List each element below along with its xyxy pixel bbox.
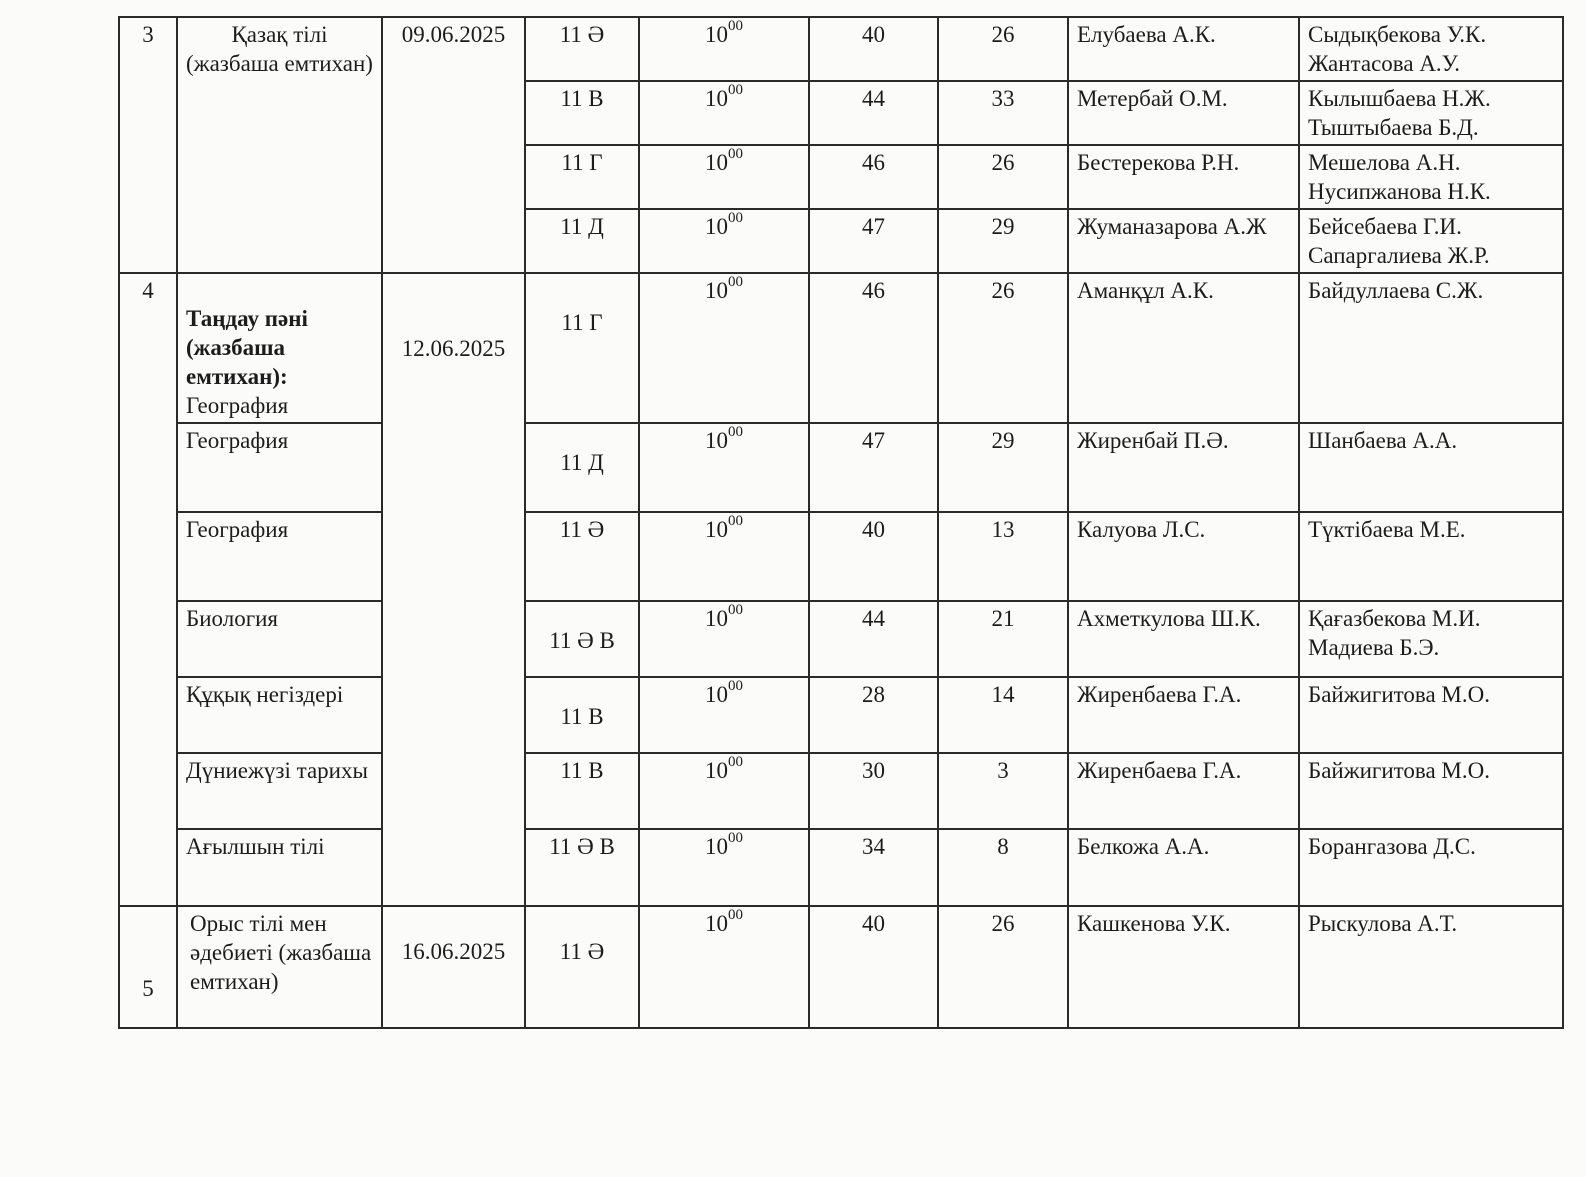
teacher-cell: Жиренбаева Г.А. bbox=[1068, 677, 1299, 753]
class-cell: 11 В bbox=[525, 753, 639, 829]
teacher-cell: Метербай О.М. bbox=[1068, 81, 1299, 145]
teacher-cell: Жиренбаева Г.А. bbox=[1068, 753, 1299, 829]
time-cell: $10^{00}$ bbox=[639, 81, 809, 145]
assistants-cell: Бейсебаева Г.И. Сапаргалиева Ж.Р. bbox=[1299, 209, 1563, 273]
class-cell: 11 Д bbox=[525, 423, 639, 512]
passed-count-cell: 14 bbox=[938, 677, 1068, 753]
assistants-cell: Байжигитова М.О. bbox=[1299, 677, 1563, 753]
subject-cell: Құқық негіздері bbox=[177, 677, 382, 753]
student-count-cell: 30 bbox=[809, 753, 938, 829]
table-row bbox=[119, 601, 1563, 677]
passed-count-cell: 26 bbox=[938, 906, 1068, 1028]
student-count-cell: 28 bbox=[809, 677, 938, 753]
class-cell: 11 Ә В bbox=[525, 601, 639, 677]
class-cell: 11 Ә В bbox=[525, 829, 639, 906]
subject-cell bbox=[177, 273, 382, 423]
teacher-cell: Калуова Л.С. bbox=[1068, 512, 1299, 601]
class-cell: 11 Ә bbox=[525, 512, 639, 601]
time-cell: $10^{00}$ bbox=[639, 829, 809, 906]
assistants-cell: Шанбаева А.А. bbox=[1299, 423, 1563, 512]
student-count-cell: 46 bbox=[809, 145, 938, 209]
passed-count-cell: 26 bbox=[938, 273, 1068, 423]
time-cell: $10^{00}$ bbox=[639, 209, 809, 273]
time-cell: $10^{00}$ bbox=[639, 906, 809, 1028]
assistants-cell: Байжигитова М.О. bbox=[1299, 753, 1563, 829]
student-count-cell: 47 bbox=[809, 209, 938, 273]
teacher-cell: Жуманазарова А.Ж bbox=[1068, 209, 1299, 273]
table-row bbox=[119, 906, 1563, 1028]
elective-heading: Таңдау пәні (жазбаша емтихан): bbox=[186, 306, 308, 389]
row-number: 5 bbox=[119, 906, 177, 1028]
subject-name: География bbox=[186, 393, 289, 418]
class-cell: 11 Г bbox=[525, 145, 639, 209]
table-row bbox=[119, 677, 1563, 753]
class-cell: 11 Г bbox=[525, 273, 639, 423]
passed-count-cell: 21 bbox=[938, 601, 1068, 677]
teacher-cell: Белкожа А.А. bbox=[1068, 829, 1299, 906]
table-row bbox=[119, 829, 1563, 906]
subject-cell: Дүниежүзі тарихы bbox=[177, 753, 382, 829]
time-cell: $10^{00}$ bbox=[639, 601, 809, 677]
student-count-cell: 34 bbox=[809, 829, 938, 906]
time-cell: $10^{00}$ bbox=[639, 423, 809, 512]
student-count-cell: 46 bbox=[809, 273, 938, 423]
row-number: 4 bbox=[119, 273, 177, 906]
time-cell: $10^{00}$ bbox=[639, 17, 809, 81]
time-cell: $10^{00}$ bbox=[639, 677, 809, 753]
teacher-cell: Бестерекова Р.Н. bbox=[1068, 145, 1299, 209]
date-cell: 12.06.2025 bbox=[382, 273, 525, 906]
time-cell: $10^{00}$ bbox=[639, 753, 809, 829]
assistants-cell: Кылышбаева Н.Ж. Тыштыбаева Б.Д. bbox=[1299, 81, 1563, 145]
student-count-cell: 40 bbox=[809, 17, 938, 81]
student-count-cell: 44 bbox=[809, 81, 938, 145]
class-cell: 11 Ә bbox=[525, 906, 639, 1028]
class-cell: 11 В bbox=[525, 677, 639, 753]
time-cell: $10^{00}$ bbox=[639, 273, 809, 423]
assistants-cell: Түктібаева М.Е. bbox=[1299, 512, 1563, 601]
assistants-cell: Сыдықбекова У.К. Жантасова А.У. bbox=[1299, 17, 1563, 81]
assistants-cell: Борангазова Д.С. bbox=[1299, 829, 1563, 906]
table-row bbox=[119, 512, 1563, 601]
table-row bbox=[119, 423, 1563, 512]
table-row bbox=[119, 753, 1563, 829]
exam-schedule-table bbox=[118, 16, 1564, 1029]
subject-cell: Ағылшын тілі bbox=[177, 829, 382, 906]
student-count-cell: 40 bbox=[809, 906, 938, 1028]
date-cell: 09.06.2025 bbox=[382, 17, 525, 273]
passed-count-cell: 3 bbox=[938, 753, 1068, 829]
class-cell: 11 Д bbox=[525, 209, 639, 273]
passed-count-cell: 13 bbox=[938, 512, 1068, 601]
teacher-cell: Жиренбай П.Ә. bbox=[1068, 423, 1299, 512]
subject-cell: Орыс тілі мен әдебиеті (жазбаша емтихан) bbox=[177, 906, 382, 1028]
passed-count-cell: 26 bbox=[938, 145, 1068, 209]
subject-cell: География bbox=[177, 423, 382, 512]
date-cell: 16.06.2025 bbox=[382, 906, 525, 1028]
teacher-cell: Кашкенова У.К. bbox=[1068, 906, 1299, 1028]
table-row bbox=[119, 17, 1563, 81]
class-cell: 11 В bbox=[525, 81, 639, 145]
subject-cell: Биология bbox=[177, 601, 382, 677]
passed-count-cell: 33 bbox=[938, 81, 1068, 145]
assistants-cell: Рыскулова А.Т. bbox=[1299, 906, 1563, 1028]
teacher-cell: Ахметкулова Ш.К. bbox=[1068, 601, 1299, 677]
assistants-cell: Қағазбекова М.И. Мадиева Б.Э. bbox=[1299, 601, 1563, 677]
table-row bbox=[119, 273, 1563, 423]
time-cell: $10^{00}$ bbox=[639, 145, 809, 209]
teacher-cell: Елубаева А.К. bbox=[1068, 17, 1299, 81]
student-count-cell: 44 bbox=[809, 601, 938, 677]
class-cell: 11 Ә bbox=[525, 17, 639, 81]
teacher-cell: Аманқұл А.К. bbox=[1068, 273, 1299, 423]
student-count-cell: 40 bbox=[809, 512, 938, 601]
student-count-cell: 47 bbox=[809, 423, 938, 512]
time-cell: $10^{00}$ bbox=[639, 512, 809, 601]
subject-cell: Қазақ тілі (жазбаша емтихан) bbox=[177, 17, 382, 273]
passed-count-cell: 26 bbox=[938, 17, 1068, 81]
assistants-cell: Байдуллаева С.Ж. bbox=[1299, 273, 1563, 423]
subject-cell: География bbox=[177, 512, 382, 601]
row-number: 3 bbox=[119, 17, 177, 273]
passed-count-cell: 29 bbox=[938, 209, 1068, 273]
assistants-cell: Мешелова А.Н. Нусипжанова Н.К. bbox=[1299, 145, 1563, 209]
passed-count-cell: 29 bbox=[938, 423, 1068, 512]
passed-count-cell: 8 bbox=[938, 829, 1068, 906]
